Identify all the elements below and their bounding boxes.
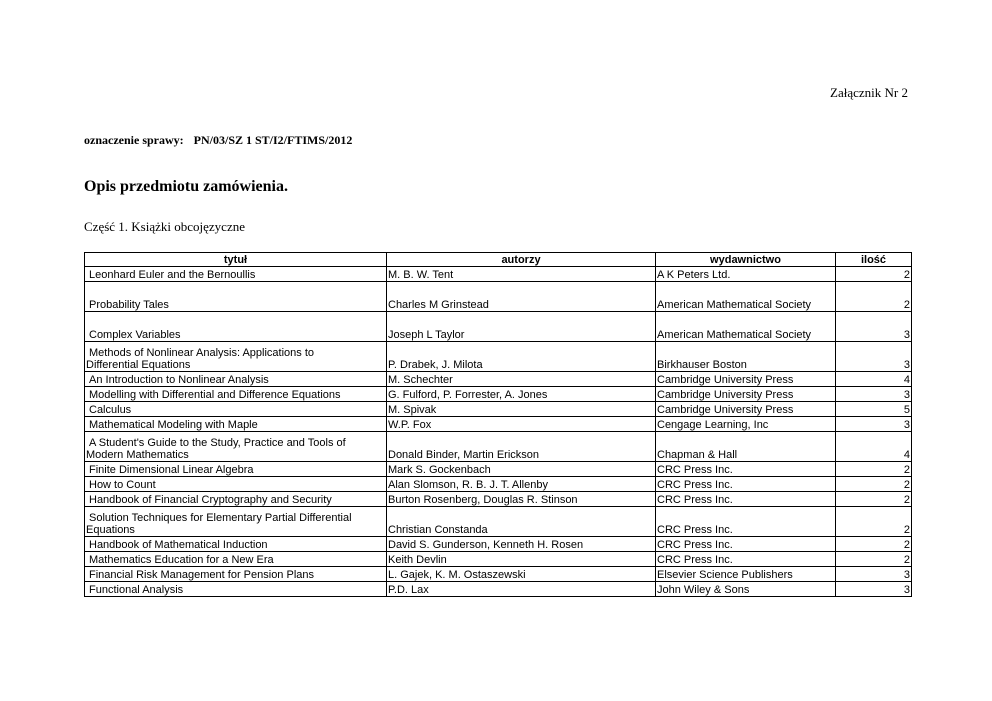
table-row [85,462,912,477]
table-row [85,312,912,342]
publisher-cell: Cambridge University Press [656,387,836,402]
title-cell: An Introduction to Nonlinear Analysis [85,372,387,387]
title-line-2: Differential Equations [86,359,191,371]
publisher-cell: Chapman & Hall [656,432,836,462]
quantity-cell: 2 [836,492,912,507]
authors-cell: David S. Gunderson, Kenneth H. Rosen [387,537,656,552]
books-table [84,252,912,597]
table-row [85,432,912,462]
publisher-cell: CRC Press Inc. [656,537,836,552]
authors-cell: M. Spivak [387,402,656,417]
publisher-cell: CRC Press Inc. [656,462,836,477]
publisher-cell: CRC Press Inc. [656,492,836,507]
title-cell: Mathematical Modeling with Maple [85,417,387,432]
quantity-cell: 3 [836,417,912,432]
table-row [85,387,912,402]
column-header-authors: autorzy [387,253,656,267]
table-header-row [85,253,912,267]
title-cell: Modelling with Differential and Difference Equations [85,387,387,402]
authors-cell: P. Drabek, J. Milota [387,342,656,372]
table-row [85,552,912,567]
quantity-cell: 2 [836,507,912,537]
title-cell: Mathematics Education for a New Era [85,552,387,567]
authors-cell: Burton Rosenberg, Douglas R. Stinson [387,492,656,507]
quantity-cell: 3 [836,582,912,597]
annex-label: Załącznik Nr 2 [830,85,908,100]
part-heading: Część 1. Książki obcojęzyczne [84,219,245,234]
authors-cell: Joseph L Taylor [387,312,656,342]
authors-cell: G. Fulford, P. Forrester, A. Jones [387,387,656,402]
quantity-cell: 3 [836,387,912,402]
title-cell: Financial Risk Management for Pension Plans [85,567,387,582]
title-cell: Functional Analysis [85,582,387,597]
publisher-cell: Cengage Learning, Inc [656,417,836,432]
publisher-cell: Elsevier Science Publishers [656,567,836,582]
publisher-cell: A K Peters Ltd. [656,267,836,282]
table-row [85,372,912,387]
authors-cell: L. Gajek, K. M. Ostaszewski [387,567,656,582]
title-cell: Finite Dimensional Linear Algebra [85,462,387,477]
table-row [85,267,912,282]
publisher-cell: American Mathematical Society [656,312,836,342]
authors-cell: M. B. W. Tent [387,267,656,282]
title-line-2: Equations [86,524,135,536]
quantity-cell: 2 [836,267,912,282]
table-row [85,282,912,312]
title-cell: Handbook of Mathematical Induction [85,537,387,552]
case-number: PN/03/SZ 1 ST/I2/FTIMS/2012 [193,133,353,147]
table-row [85,537,912,552]
table-row [85,417,912,432]
quantity-cell: 3 [836,342,912,372]
authors-cell: W.P. Fox [387,417,656,432]
publisher-cell: American Mathematical Society [656,282,836,312]
publisher-cell: CRC Press Inc. [656,477,836,492]
quantity-cell: 3 [836,567,912,582]
column-header-quantity: ilość [836,253,912,267]
publisher-cell: John Wiley & Sons [656,582,836,597]
authors-cell: Donald Binder, Martin Erickson [387,432,656,462]
publisher-cell: Cambridge University Press [656,372,836,387]
document-heading: Opis przedmiotu zamówienia. [84,178,288,195]
quantity-cell: 2 [836,282,912,312]
publisher-cell: Cambridge University Press [656,402,836,417]
title-cell: Probability Tales [85,282,387,312]
authors-cell: Christian Constanda [387,507,656,537]
quantity-cell: 2 [836,477,912,492]
table-row [85,567,912,582]
authors-cell: Keith Devlin [387,552,656,567]
table-row [85,342,912,372]
column-header-publisher: wydawnictwo [656,253,836,267]
table-row [85,492,912,507]
title-cell: How to Count [85,477,387,492]
case-designation [84,133,352,148]
quantity-cell: 4 [836,372,912,387]
title-cell: Handbook of Financial Cryptography and Security [85,492,387,507]
publisher-cell: CRC Press Inc. [656,507,836,537]
title-cell [85,507,387,537]
case-label: oznaczenie sprawy: [84,133,184,147]
title-cell [85,342,387,372]
quantity-cell: 5 [836,402,912,417]
title-line-1: Solution Techniques for Elementary Partial Differential [89,512,352,524]
quantity-cell: 2 [836,537,912,552]
publisher-cell: CRC Press Inc. [656,552,836,567]
table-row [85,477,912,492]
title-cell: Leonhard Euler and the Bernoullis [85,267,387,282]
title-line-2: Modern Mathematics [86,449,189,461]
table-row [85,507,912,537]
table-row [85,402,912,417]
publisher-cell: Birkhauser Boston [656,342,836,372]
authors-cell: P.D. Lax [387,582,656,597]
quantity-cell: 2 [836,462,912,477]
title-cell: Complex Variables [85,312,387,342]
title-cell [85,432,387,462]
authors-cell: Charles M Grinstead [387,282,656,312]
quantity-cell: 3 [836,312,912,342]
quantity-cell: 2 [836,552,912,567]
authors-cell: Mark S. Gockenbach [387,462,656,477]
column-header-title: tytuł [85,253,387,267]
title-line-1: Methods of Nonlinear Analysis: Applications to [89,347,315,359]
quantity-cell: 4 [836,432,912,462]
authors-cell: Alan Slomson, R. B. J. T. Allenby [387,477,656,492]
title-cell: Calculus [85,402,387,417]
table-row [85,582,912,597]
title-line-1: A Student's Guide to the Study, Practice and Tools of [89,437,346,449]
authors-cell: M. Schechter [387,372,656,387]
